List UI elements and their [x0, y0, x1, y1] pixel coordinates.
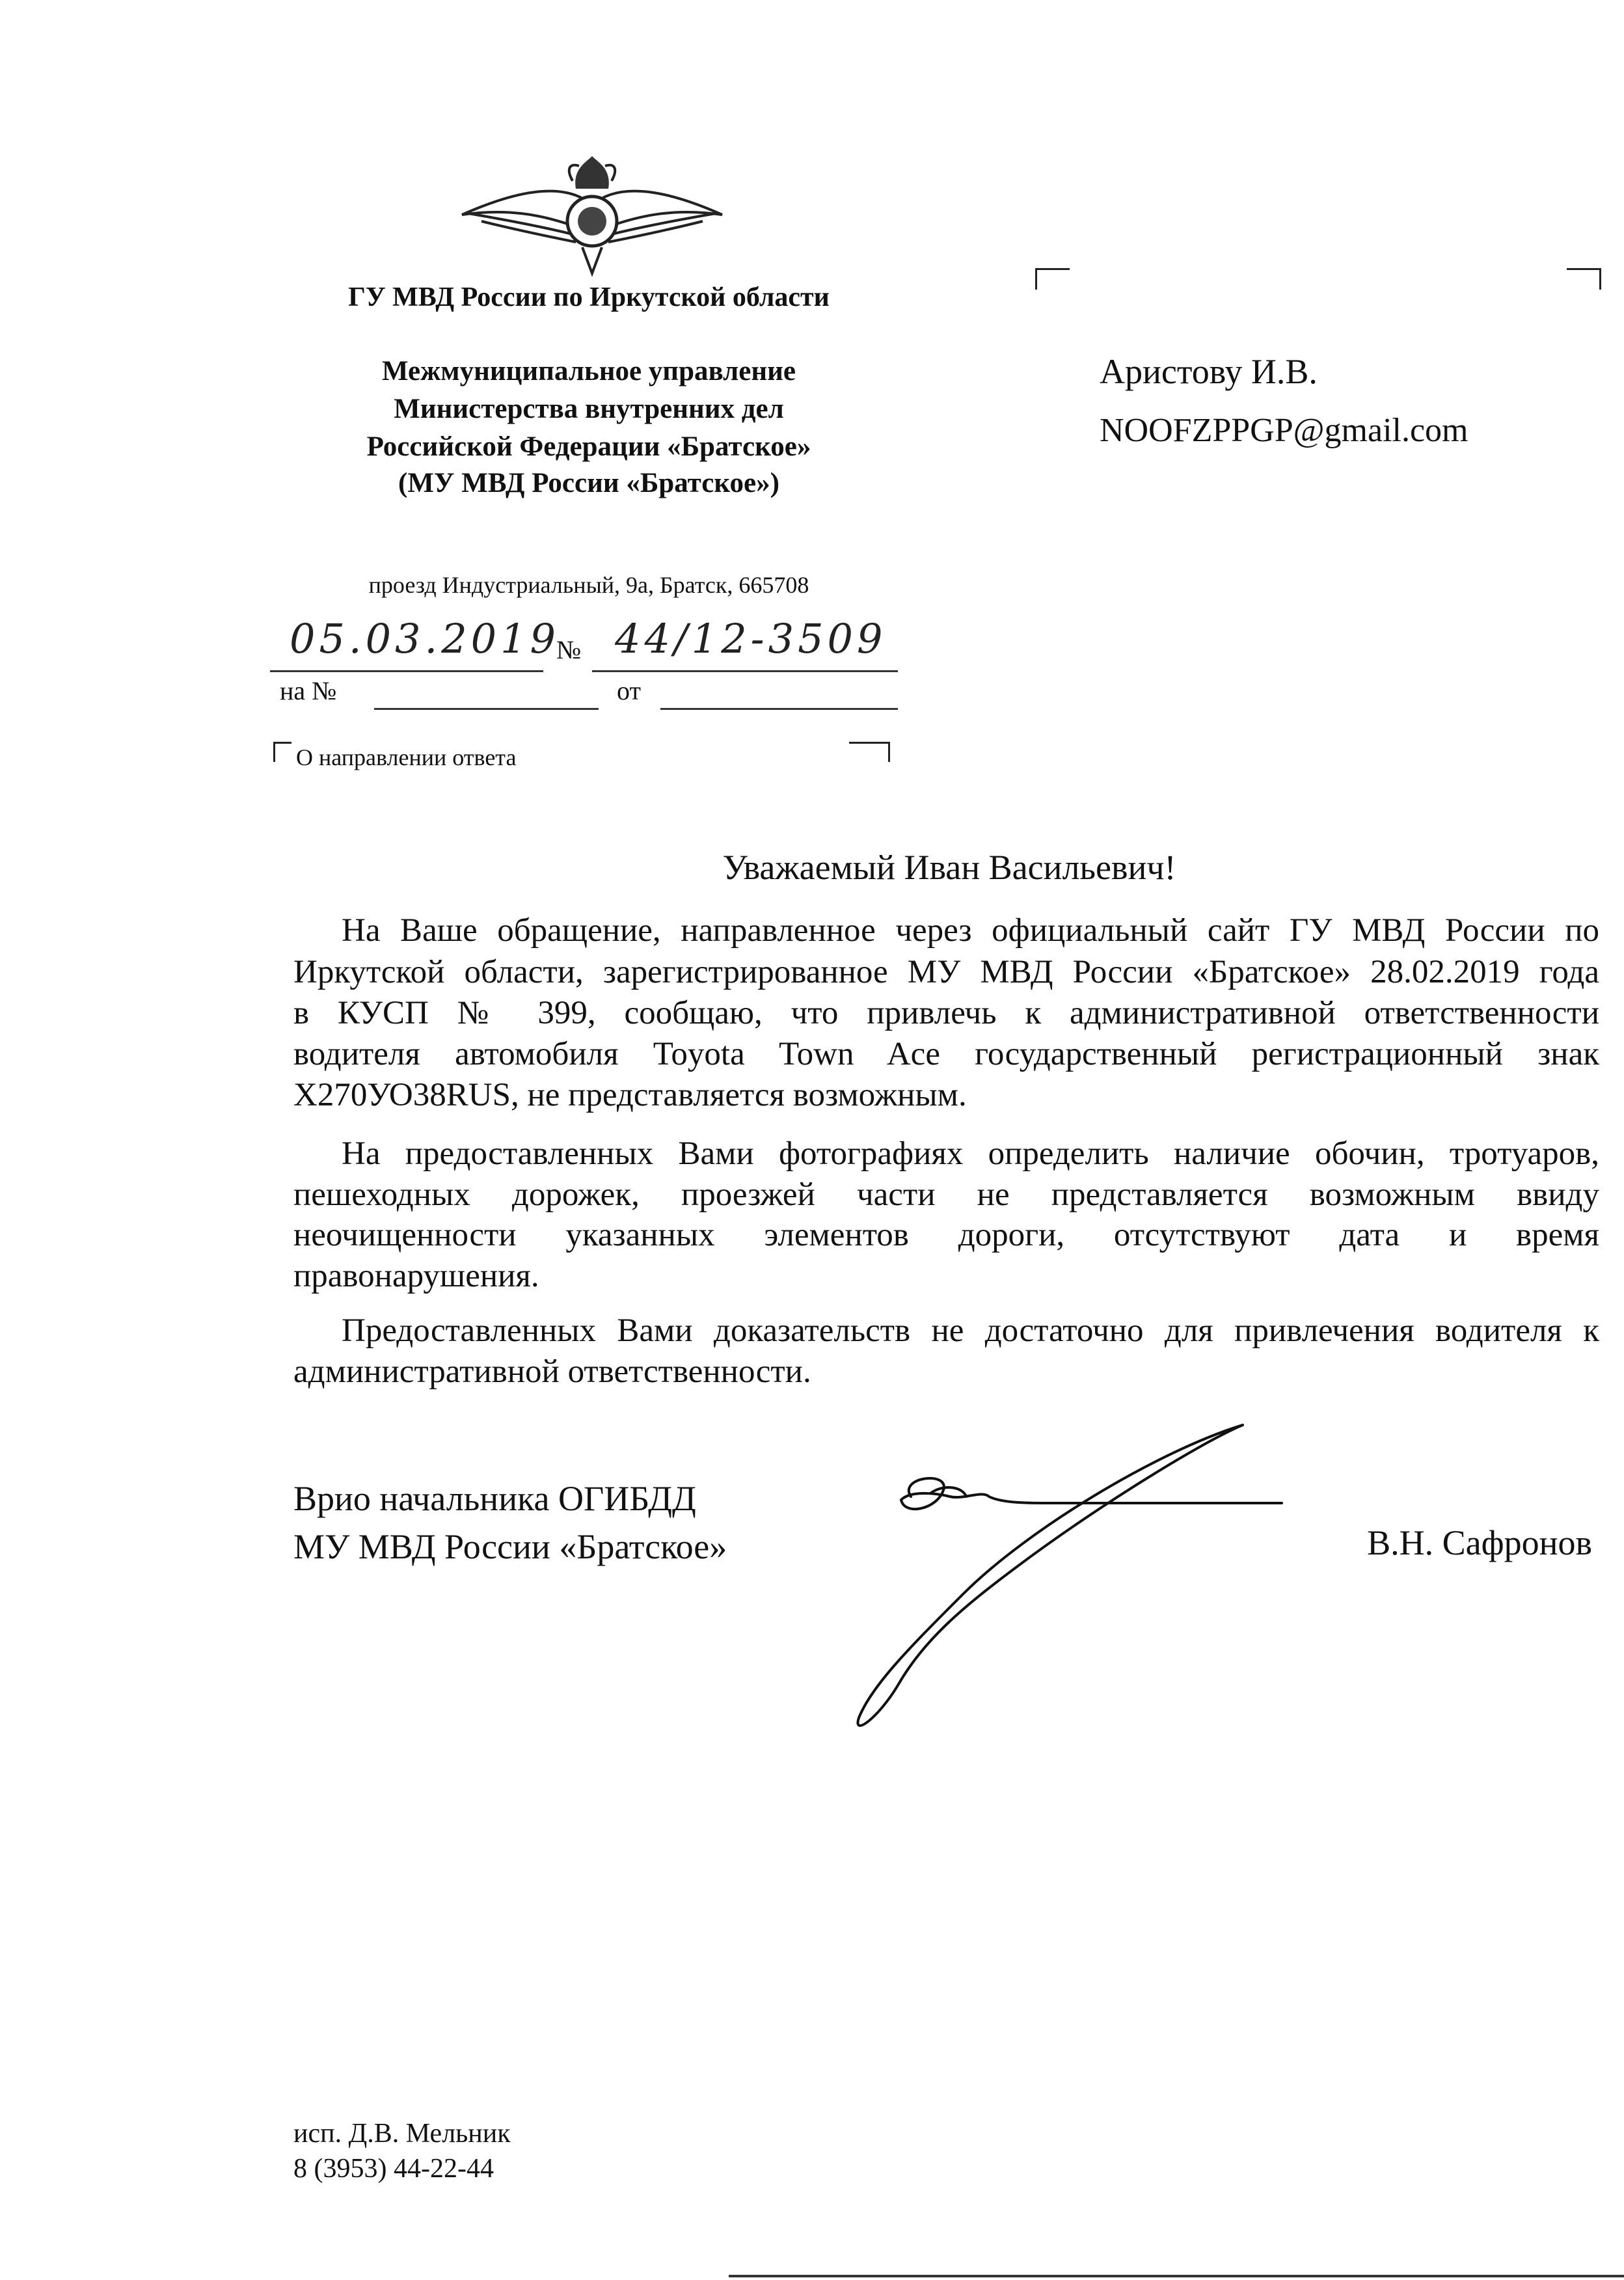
org-address: проезд Индустриальный, 9а, Братск, 665708	[368, 572, 809, 598]
org-top-title: ГУ МВД России по Иркутской области	[348, 282, 830, 312]
handwritten-signature	[833, 1412, 1301, 1737]
body-line: административной ответственности.	[293, 1353, 811, 1390]
body-line: пешеходных дорожек, проезжей части не представляется возможным ввиду	[293, 1176, 1599, 1213]
body-line: Предоставленных Вами доказательств не достаточно для привлечения водителя к	[342, 1312, 1599, 1349]
body-line: правонарушения.	[293, 1258, 539, 1294]
greeting: Уважаемый Иван Васильевич!	[722, 848, 1176, 887]
org-line: Межмуниципальное управление	[382, 356, 796, 387]
org-line: Министерства внутренних дел	[394, 394, 784, 424]
signer-position: Врио начальника ОГИБДД	[293, 1479, 696, 1518]
body-line: водителя автомобиля Toyota Town Ace государственный регистрационный знак	[293, 1036, 1599, 1072]
body-line: На предоставленных Вами фотографиях определить наличие обочин, тротуаров,	[342, 1135, 1599, 1172]
signer-position: МУ МВД России «Братское»	[293, 1527, 727, 1566]
org-line: Российской Федерации «Братское»	[366, 431, 811, 462]
subject-bracket-left	[273, 742, 291, 762]
subject-line: О направлении ответа	[296, 744, 517, 770]
number-sign: №	[556, 635, 582, 664]
page-edge-line	[729, 2275, 1624, 2277]
body-line: X270УО38RUS, не представляется возможным.	[293, 1077, 967, 1113]
org-line: (МУ МВД России «Братское»)	[398, 468, 779, 498]
body-line: в КУСП № 399, сообщаю, что привлечь к административной ответственности	[293, 995, 1599, 1031]
ref-from-label: от	[617, 676, 641, 705]
recipient-email: NOOFZPPGP@gmail.com	[1100, 412, 1468, 449]
emblem-icon	[455, 143, 729, 280]
executor-name: исп. Д.В. Мельник	[293, 2119, 511, 2149]
executor-phone: 8 (3953) 44-22-44	[293, 2154, 494, 2184]
body-line: На Ваше обращение, направленное через официальный сайт ГУ МВД России по	[342, 912, 1599, 949]
subject-bracket-right	[849, 742, 890, 762]
recipient-bracket-right	[1567, 268, 1601, 290]
recipient-name: Аристову И.В.	[1100, 352, 1318, 391]
body-line: неочищенности указанных элементов дороги, отсутствуют дата и время	[293, 1217, 1599, 1253]
body-line: Иркутской области, зарегистрированное МУ МВД России «Братское» 28.02.2019 года	[293, 954, 1599, 990]
document-number: 44/12-3509	[615, 615, 887, 662]
ref-number-label: на №	[280, 676, 337, 705]
recipient-bracket-left	[1035, 268, 1070, 290]
signer-name: В.Н. Сафронов	[1367, 1523, 1592, 1562]
document-date: 05.03.2019	[290, 615, 560, 662]
